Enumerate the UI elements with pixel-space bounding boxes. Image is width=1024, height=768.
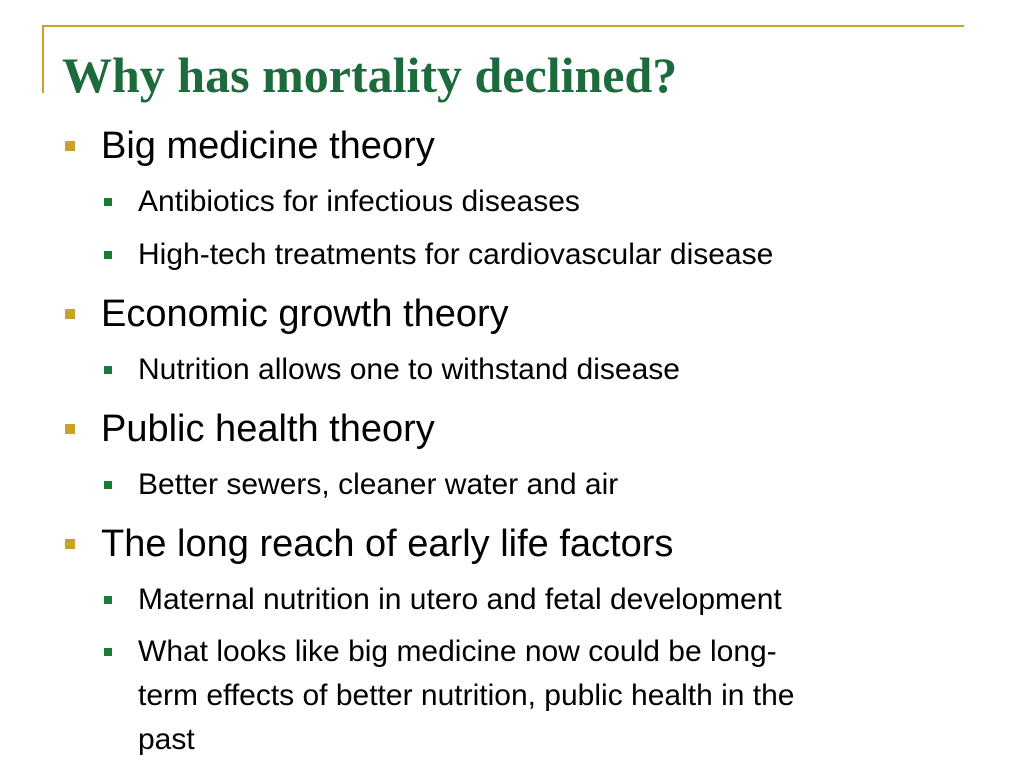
sub-bullet-high-tech-treatments: High-tech treatments for cardiovascular disease <box>138 238 774 271</box>
sub-bullet-big-medicine-long-term-line1: What looks like big medicine now could be long- <box>138 635 777 668</box>
slide-title: Why has mortality declined? <box>62 47 678 103</box>
level2-bullet-square-icon <box>104 198 112 206</box>
level2-bullet-square-icon <box>104 648 112 656</box>
level1-bullet-square-icon <box>65 141 75 151</box>
level2-bullet-square-icon <box>104 596 112 604</box>
sub-bullet-nutrition: Nutrition allows one to withstand disease <box>138 353 680 386</box>
level2-bullet-square-icon <box>104 366 112 374</box>
bullet-economic-growth-theory: Economic growth theory <box>101 293 509 335</box>
bullet-public-health-theory: Public health theory <box>101 408 435 450</box>
level2-bullet-square-icon <box>104 251 112 259</box>
level1-bullet-square-icon <box>65 309 75 319</box>
level2-bullet-square-icon <box>104 481 112 489</box>
bullet-early-life-factors: The long reach of early life factors <box>101 523 674 565</box>
sub-bullet-sewers-water-air: Better sewers, cleaner water and air <box>138 468 619 501</box>
sub-bullet-antibiotics: Antibiotics for infectious diseases <box>138 185 580 218</box>
sub-bullet-big-medicine-long-term-line3: past <box>138 723 195 756</box>
level1-bullet-square-icon <box>65 424 75 434</box>
sub-bullet-big-medicine-long-term-line2: term effects of better nutrition, public health in the <box>138 679 795 712</box>
sub-bullet-maternal-nutrition: Maternal nutrition in utero and fetal development <box>138 583 782 616</box>
bullet-big-medicine-theory: Big medicine theory <box>101 125 435 167</box>
level1-bullet-square-icon <box>65 539 75 549</box>
